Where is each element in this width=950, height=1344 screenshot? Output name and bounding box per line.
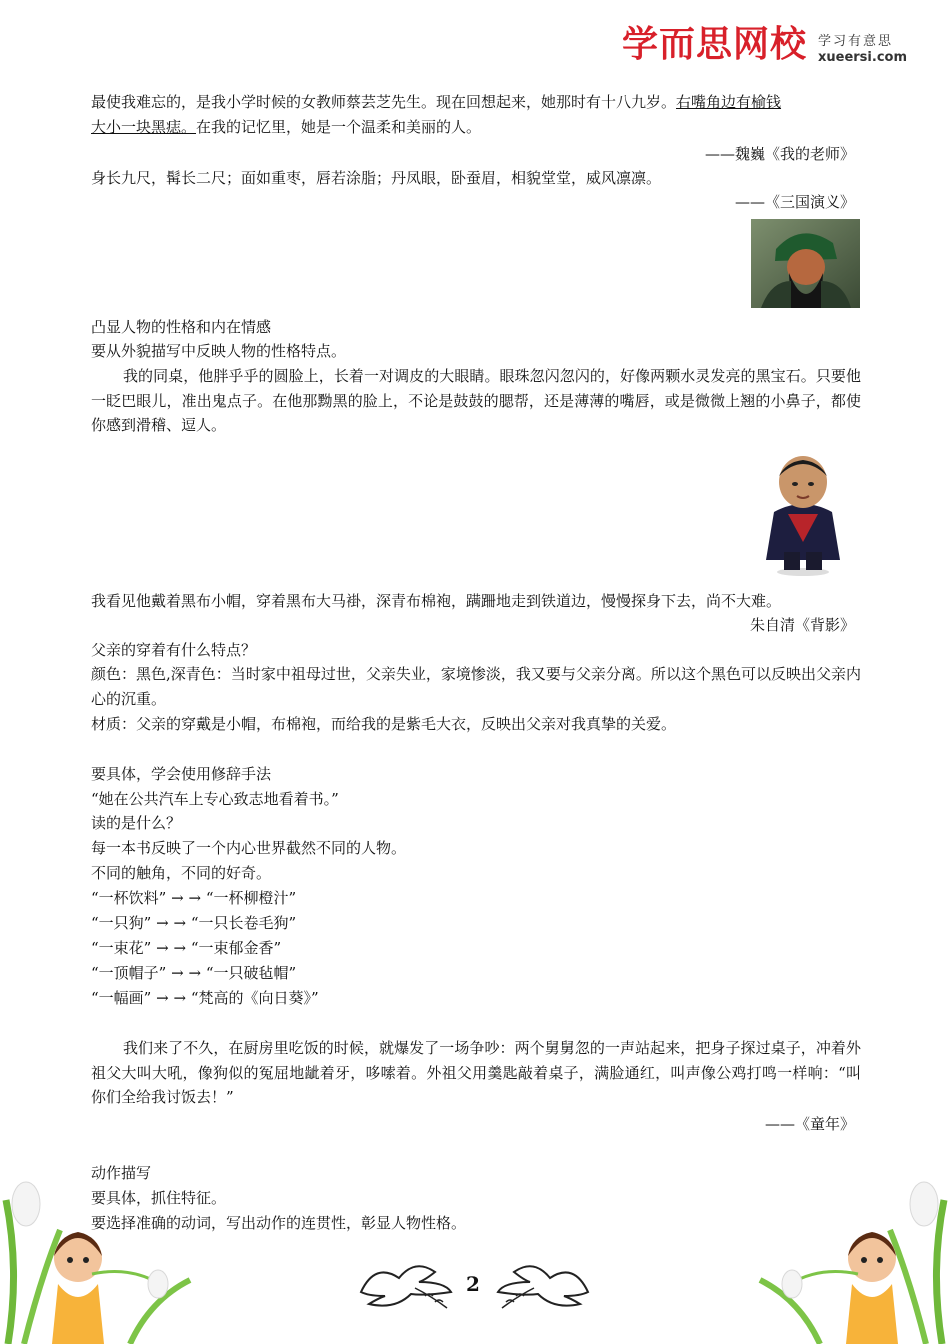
paragraph-beiying: 我看见他戴着黑布小帽，穿着黑布大马褂，深青布棉袍，蹒跚地走到铁道边，慢慢探身下去，尚不大难。	[91, 592, 782, 610]
underlined-text-2: 大小一块黑痣。	[91, 117, 197, 136]
example-before: “一束花”	[91, 939, 152, 957]
dove-left-icon	[355, 1252, 455, 1314]
paragraph-sanguo: 身长九尺，髯长二尺；面如重枣，唇若涂脂；丹凤眼，卧蚕眉，相貌堂堂，威风凛凛。	[91, 169, 662, 187]
text-segment-2: 在我的记忆里，她是一个温柔和美丽的人。	[196, 117, 482, 136]
example-after: “一束郁金香”	[190, 939, 282, 957]
source-sanguo: ——《三国演义》	[734, 193, 855, 211]
page-number: 2	[466, 1272, 480, 1296]
example-after: “一只长卷毛狗”	[190, 914, 297, 932]
heading-rhetoric: 要具体，学会使用修辞手法	[91, 765, 272, 783]
boy-photo	[760, 452, 846, 576]
example-before: “一杯饮料”	[91, 889, 167, 907]
arrow-icon: → →	[171, 964, 202, 982]
arrow-icon: → →	[156, 989, 187, 1007]
arrow-icon: → →	[156, 939, 187, 957]
example-row	[91, 961, 861, 986]
example-before: “一只狗”	[91, 914, 152, 932]
question-father: 父亲的穿着有什么特点？	[91, 641, 257, 659]
example-row	[91, 986, 861, 1011]
line-action-tip-1: 要具体，抓住特征。	[91, 1189, 227, 1207]
source-childhood: ——《童年》	[764, 1115, 855, 1133]
line-quote: “她在公共汽车上专心致志地看着书。”	[91, 790, 339, 808]
arrow-icon: → →	[171, 889, 202, 907]
paragraph-deskmate: 我的同桌，他胖乎乎的圆脸上，长着一对调皮的大眼睛。眼珠忽闪忽闪的，好像两颗水灵发亮的黑宝石。只要他一眨巴眼儿，准出鬼点子。在他那黝黑的脸上，不论是鼓鼓的腮帮，还是薄薄的嘴唇，或是微微上翘的小鼻子，都使你感到滑稽、逗人。	[91, 367, 861, 435]
logo-main-text: 学而思网校	[622, 24, 808, 65]
heading-action: 动作描写	[91, 1164, 152, 1182]
line-each-book: 每一本书反映了一个内心世界截然不同的人物。	[91, 839, 407, 857]
underlined-text: 右嘴角边有榆钱	[676, 93, 782, 111]
example-after: “一杯柳橙汁”	[205, 889, 297, 907]
line-different: 不同的触角，不同的好奇。	[91, 864, 272, 882]
logo-url: xueersi.com	[818, 50, 908, 65]
example-before: “一幅画”	[91, 989, 152, 1007]
paragraph-material: 材质：父亲的穿戴是小帽，布棉袍，而给我的是紫毛大衣，反映出父亲对我真挚的关爱。	[91, 715, 677, 733]
paragraph-childhood: 我们来了不久，在厨房里吃饭的时候，就爆发了一场争吵：两个舅舅忽的一声站起来，把身子探过桌子，冲着外祖父大叫大吼，像狗似的冤屈地龇着牙，哆嗦着。外祖父用羹匙敲着桌子，满脸通红，叫声像公鸡打鸣一样响：“叫你们全给我讨饭去！”	[91, 1039, 861, 1107]
paragraph-teacher	[91, 90, 861, 139]
girl-flower-right-decoration	[750, 1160, 950, 1344]
example-before: “一顶帽子”	[91, 964, 167, 982]
line-action-tip-2: 要选择准确的动词，写出动作的连贯性，彰显人物性格。	[91, 1214, 467, 1232]
paragraph-color: 颜色：黑色,深青色：当时家中祖母过世，父亲失业，家境惨淡，我又要与父亲分离。所以这个黑色可以反映出父亲内心的沉重。	[91, 665, 861, 708]
example-after: “梵高的《向日葵》”	[190, 989, 319, 1007]
heading-personality: 凸显人物的性格和内在情感	[91, 318, 272, 336]
source-weiwei: ——魏巍《我的老师》	[704, 145, 855, 163]
example-row	[91, 886, 861, 911]
brand-logo	[622, 22, 922, 72]
line-appearance-tip: 要从外貌描写中反映人物的性格特点。	[91, 342, 347, 360]
example-row	[91, 936, 861, 961]
example-row	[91, 911, 861, 936]
source-beiying: 朱自清《背影》	[749, 616, 855, 634]
guanyu-photo	[751, 219, 860, 308]
dove-right-icon	[494, 1252, 594, 1314]
line-question-read: 读的是什么？	[91, 814, 182, 832]
girl-flower-left-decoration	[0, 1160, 200, 1344]
arrow-icon: → →	[156, 914, 187, 932]
logo-slogan: 学习有意思	[818, 34, 894, 49]
text-segment: 最使我难忘的，是我小学时候的女教师蔡芸芝先生。现在回想起来，她那时有十八九岁。	[91, 93, 677, 111]
example-after: “一只破毡帽”	[205, 964, 297, 982]
